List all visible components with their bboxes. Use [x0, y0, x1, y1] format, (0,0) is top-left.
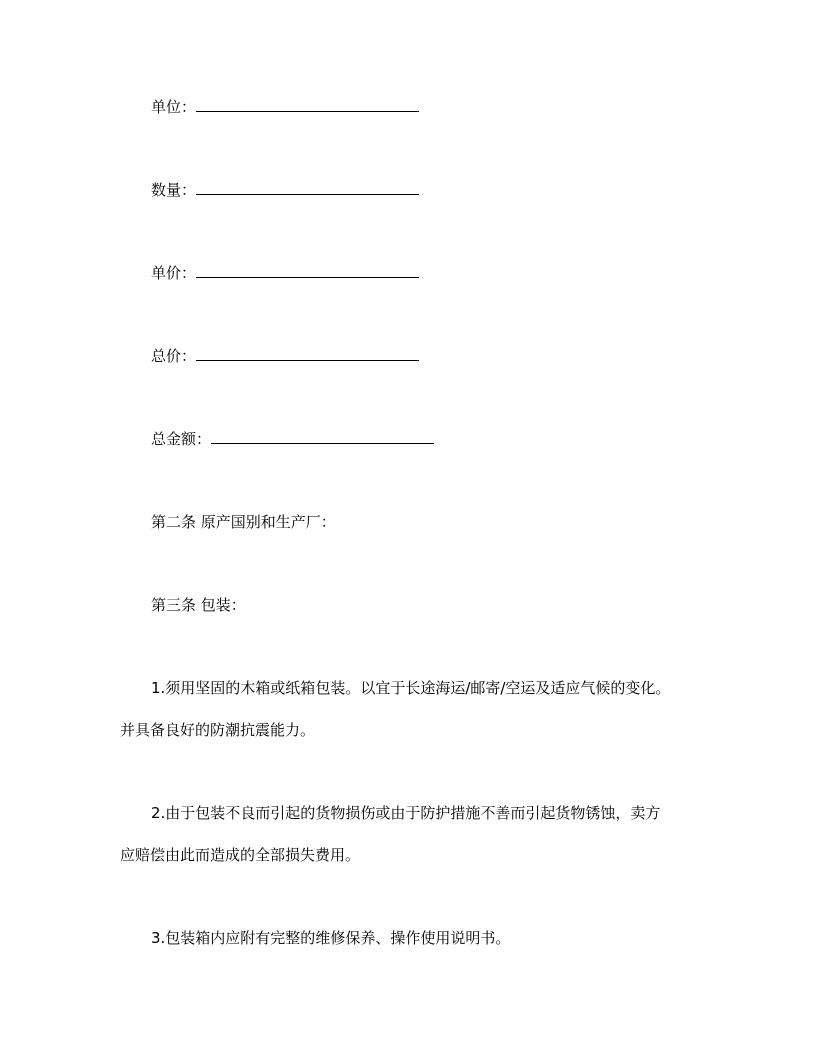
blank-underline: [196, 97, 419, 112]
blank-underline: [196, 346, 419, 361]
article-2-heading: 第二条 原产国别和生产厂：: [151, 513, 336, 531]
field-quantity: [151, 180, 419, 200]
clause-1-line-1: 1.须用坚固的木箱或纸箱包装。以宜于长途海运/邮寄/空运及适应气候的变化。: [151, 679, 671, 697]
blank-underline: [196, 180, 419, 195]
field-label: 单位：: [151, 98, 197, 116]
clause-3-line-1: 3.包装箱内应附有完整的维修保养、操作使用说明书。: [151, 929, 511, 947]
article-3-heading: 第三条 包装：: [151, 596, 246, 614]
clause-2-line-2: 应赔偿由此而造成的全部损失费用。: [120, 846, 361, 864]
field-label: 数量：: [151, 181, 197, 199]
field-total-price: [151, 346, 419, 366]
field-total-amount: [151, 429, 434, 449]
field-label: 总价：: [151, 347, 197, 365]
field-label: 单价：: [151, 264, 197, 282]
field-label: 总金额：: [151, 430, 212, 448]
clause-1-line-2: 并具备良好的防潮抗震能力。: [120, 721, 316, 739]
blank-underline: [196, 263, 419, 278]
field-unit-price: [151, 263, 419, 283]
blank-underline: [211, 429, 434, 444]
clause-2-line-1: 2.由于包装不良而引起的货物损伤或由于防护措施不善而引起货物锈蚀，卖方: [151, 804, 661, 822]
field-unit: [151, 97, 419, 117]
